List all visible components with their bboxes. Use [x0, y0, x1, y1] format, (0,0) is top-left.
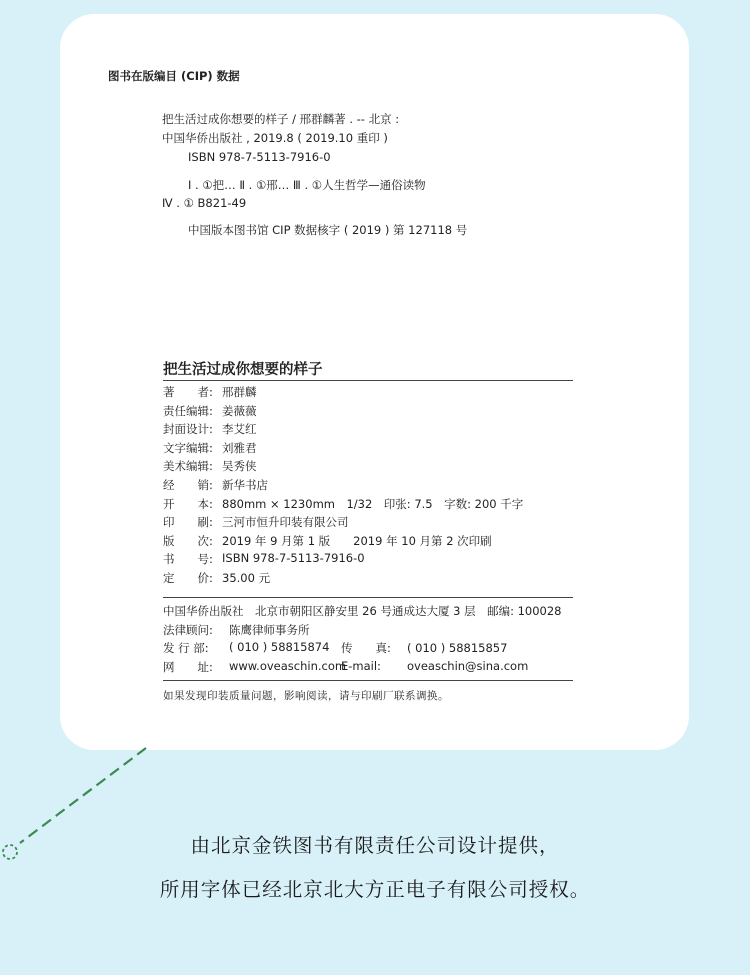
info-row	[163, 458, 573, 477]
info-value: 姜薇薇	[222, 403, 257, 418]
email-field	[341, 659, 528, 673]
info-value: 刘雅君	[222, 440, 257, 455]
info-row	[163, 496, 573, 515]
legal-value: 陈鹰律师事务所	[229, 622, 310, 637]
info-value: 李艾红	[222, 422, 257, 437]
email-value: oveaschin@sina.com	[407, 658, 529, 673]
email-label: E-mail:	[341, 658, 381, 673]
publisher-block	[163, 603, 583, 677]
legal-label: 法律顾问:	[163, 622, 213, 637]
info-row	[163, 477, 573, 496]
divider	[163, 680, 573, 681]
book-info-table	[163, 384, 573, 589]
cip-line: Ⅰ . ①把… Ⅱ . ①邢… Ⅲ . ①人生哲学—通俗读物	[188, 178, 426, 192]
web-label: 网 址:	[163, 659, 213, 674]
fax-value: ( 010 ) 58815857	[407, 641, 508, 656]
info-row	[163, 533, 573, 552]
divider	[163, 597, 573, 598]
info-label: 文字编辑:	[163, 440, 213, 455]
info-label: 经 销:	[163, 477, 213, 492]
credit-line: 由北京金铁图书有限责任公司设计提供，	[190, 834, 560, 857]
info-label: 开 本:	[163, 496, 213, 511]
info-value: 三河市恒升印装有限公司	[222, 515, 349, 530]
fax-label: 传 真:	[341, 641, 391, 656]
info-label: 封面设计:	[163, 422, 213, 437]
cip-line: 把生活过成你想要的样子 / 邢群麟著 . -- 北京 :	[162, 112, 400, 126]
info-row	[163, 551, 573, 570]
info-value: 2019 年 9 月第 1 版 2019 年 10 月第 2 次印刷	[222, 533, 492, 548]
credit-line: 所用字体已经北京北大方正电子有限公司授权。	[159, 878, 591, 901]
cip-line: 中国版本图书馆 CIP 数据核字 ( 2019 ) 第 127118 号	[188, 223, 468, 237]
publisher-address-text: 中国华侨出版社 北京市朝阳区静安里 26 号通成达大厦 3 层 邮编: 100028	[163, 604, 562, 618]
info-value: 新华书店	[222, 477, 268, 492]
info-label: 版 次:	[163, 533, 213, 548]
info-label: 责任编辑:	[163, 403, 213, 418]
info-value: 880mm × 1230mm 1/32 印张: 7.5 字数: 200 千字	[222, 496, 524, 511]
info-row	[163, 514, 573, 533]
cip-line: ISBN 978-7-5113-7916-0	[188, 150, 331, 164]
info-row	[163, 421, 573, 440]
info-label: 定 价:	[163, 570, 213, 585]
legal-row	[163, 622, 583, 641]
cip-line: Ⅳ . ① B821-49	[162, 196, 247, 210]
info-label: 印 刷:	[163, 515, 213, 530]
book-title: 把生活过成你想要的样子	[163, 362, 323, 378]
cip-line: 中国华侨出版社 , 2019.8 ( 2019.10 重印 )	[162, 131, 388, 145]
cip-heading: 图书在版编目 (CIP) 数据	[108, 69, 240, 83]
info-row	[163, 384, 573, 403]
dept-label: 发 行 部:	[163, 641, 209, 656]
divider	[163, 380, 573, 381]
info-value: 邢群麟	[222, 385, 257, 399]
fax-field	[341, 640, 507, 656]
info-label: 书 号:	[163, 552, 213, 567]
phone-row	[163, 640, 583, 659]
info-value: ISBN 978-7-5113-7916-0	[222, 551, 365, 566]
info-value: 吴秀侠	[222, 459, 257, 474]
quality-notice: 如果发现印装质量问题，影响阅读，请与印刷厂联系调换。	[163, 690, 449, 702]
dept-value: ( 010 ) 58815874	[229, 640, 330, 655]
web-value: www.oveaschin.com	[229, 658, 347, 673]
info-row	[163, 403, 573, 422]
info-value: 35.00 元	[222, 570, 271, 585]
info-row	[163, 570, 573, 589]
info-row	[163, 440, 573, 459]
web-row	[163, 659, 583, 678]
publisher-address	[163, 603, 583, 622]
info-label: 著 者:	[163, 385, 213, 399]
info-label: 美术编辑:	[163, 459, 213, 474]
